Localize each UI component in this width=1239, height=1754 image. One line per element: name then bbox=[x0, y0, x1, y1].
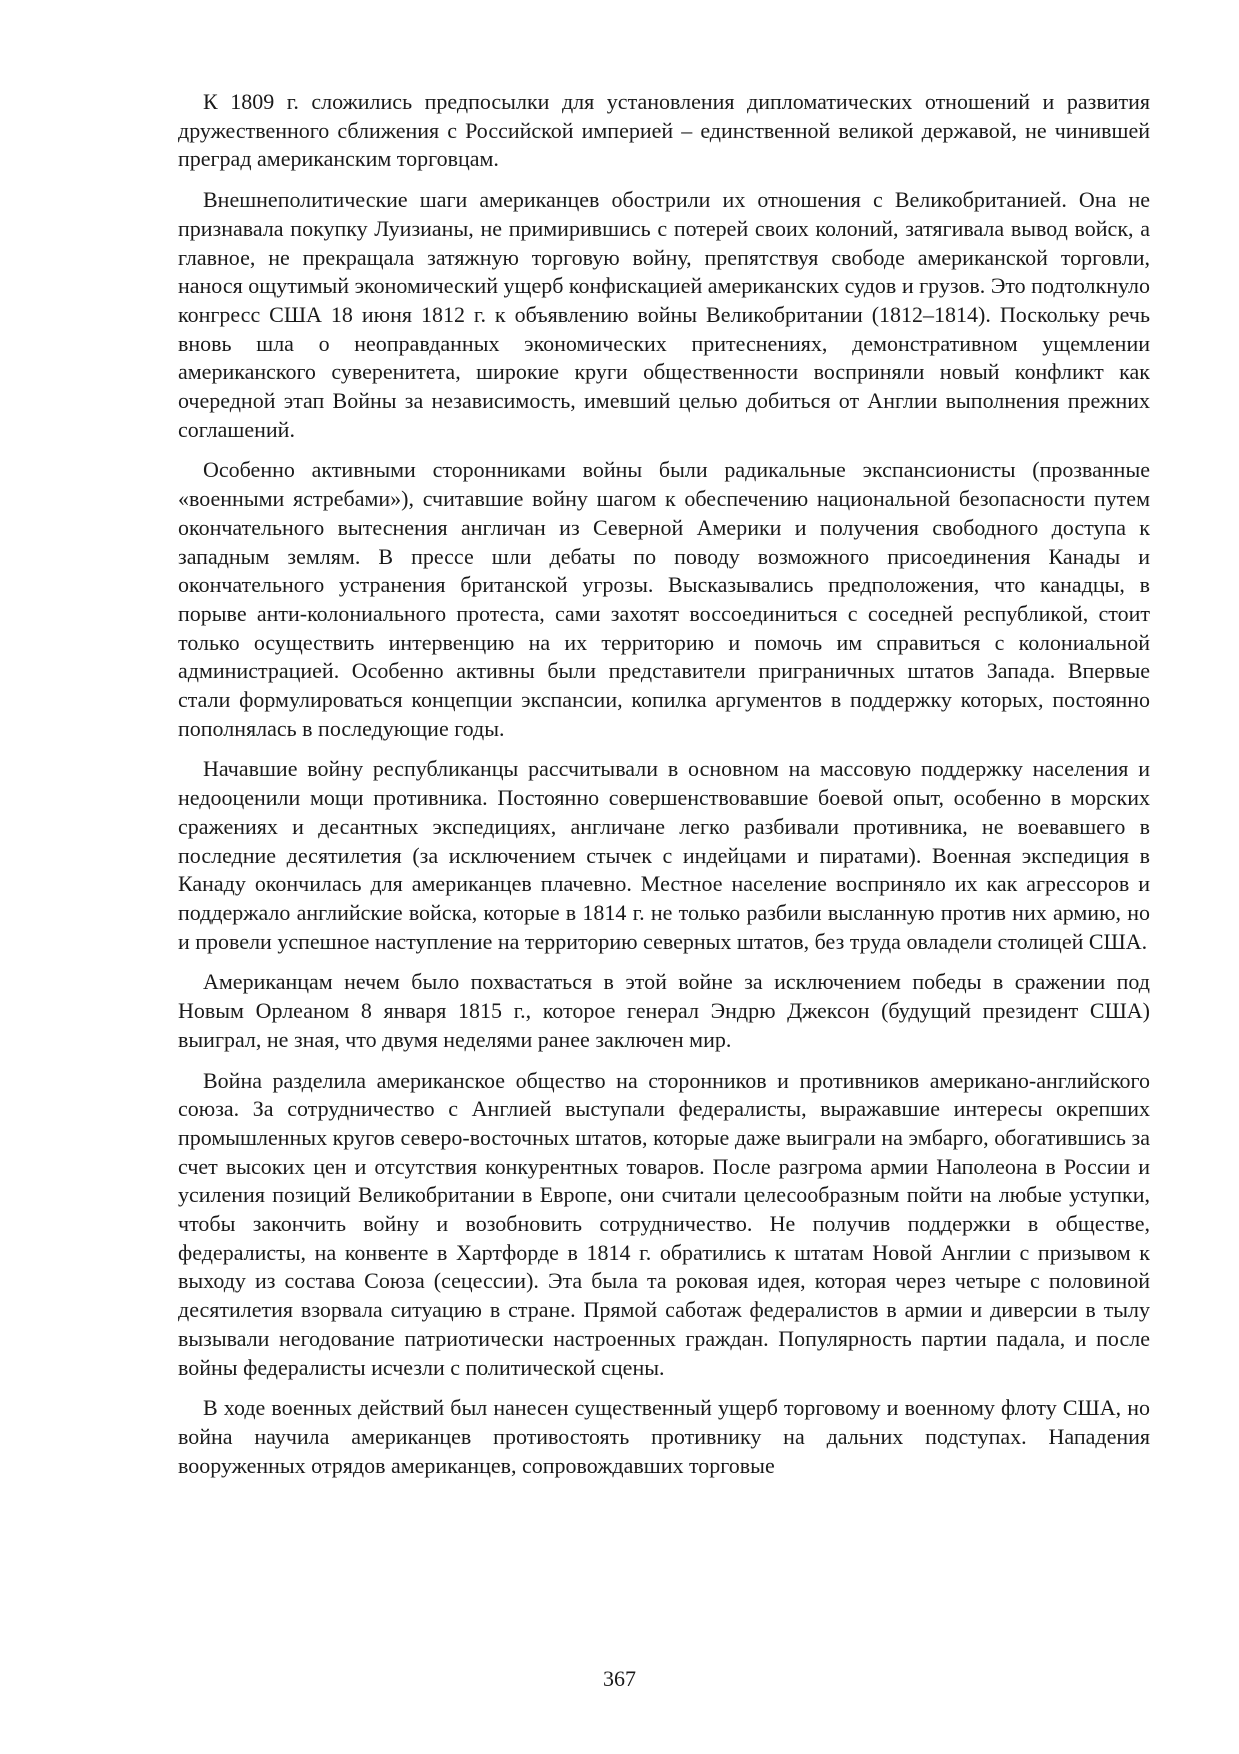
paragraph-6: Война разделила американское общество на сторонников и противников американо-английского союза. За сотрудничество с Англией выступали федералисты, выражавшие интересы окрепших промышленных кругов северо-восточных штатов, которые даже выиграли на эмбарго, обогатившись за счет высоких цен и отсутствия конкурентных товаров. После разгрома армии Наполеона в России и усиления позиций Великобритании в Европе, они считали целесообразным пойти на любые уступки, чтобы закончить войну и возобновить сотрудничество. Не получив поддержки в обществе, федералисты, на конвенте в Хартфорде в 1814 г. обратились к штатам Новой Англии с призывом к выходу из состава Союза (сецессии). Эта была та роковая идея, которая через четыре с половиной десятилетия взорвала ситуацию в стране. Прямой саботаж федералистов в армии и диверсии в тылу вызывали негодование патриотически настроенных граждан. Популярность партии падала, и после войны федералисты исчезли с политической сцены. bbox=[178, 1067, 1150, 1380]
page-number: 367 bbox=[603, 1666, 636, 1691]
paragraph-1: К 1809 г. сложились предпосылки для установления дипломатических отношений и развития дружественного сближения с Российской империей – единственной великой державой, не чинившей преград американским торговцам. bbox=[178, 89, 1150, 172]
paragraph-7: В ходе военных действий был нанесен существенный ущерб торговому и военному флоту США, но война научила американцев противостоять противнику на дальних подступах. Нападения вооруженных отрядов американцев, сопровождавших торговые bbox=[178, 1395, 1150, 1478]
paragraph-5: Американцам нечем было похвастаться в этой войне за исключением победы в сражении под Новым Орлеаном 8 января 1815 г., которое генерал Эндрю Джексон (будущий президент США) выиграл, не зная, что двумя неделями ранее заключен мир. bbox=[178, 969, 1150, 1052]
paragraph-2: Внешнеполитические шаги американцев обострили их отношения с Великобританией. Она не признавала покупку Луизианы, не примирившись с потерей своих колоний, затягивала вывод войск, а главное, не прекращала затяжную торговую войну, препятствуя свободе американской торговли, нанося ощутимый экономический ущерб конфискацией американских судов и грузов. Это подтолкнуло конгресс США 18 июня 1812 г. к объявлению войны Великобритании (1812–1814). Поскольку речь вновь шла о неоправданных экономических притеснениях, демонстративном ущемлении американского суверенитета, широкие круги общественности восприняли новый конфликт как очередной этап Войны за независимость, имевший целью добиться от Англии выполнения прежних соглашений. bbox=[178, 187, 1150, 442]
paragraph-3: Особенно активными сторонниками войны были радикальные экспансионисты (прозванные «военными ястребами»), считавшие войну шагом к обеспечению национальной безопасности путем окончательного вытеснения англичан из Северной Америки и получения свободного доступа к западным землям. В прессе шли дебаты по поводу возможного присоединения Канады и окончательного устранения британской угрозы. Высказывались предположения, что канадцы, в порыве анти-колониального протеста, сами захотят воссоединиться с соседней республикой, стоит только осуществить интервенцию на их территорию и помочь им справиться с колониальной администрацией. Особенно активны были представители приграничных штатов Запада. Впервые стали формулироваться концепции экспансии, копилка аргументов в поддержку которых, постоянно пополнялась в последующие годы. bbox=[178, 457, 1150, 741]
page-body bbox=[178, 88, 1150, 1492]
paragraph-4: Начавшие войну республиканцы рассчитывали в основном на массовую поддержку населения и недооценили мощи противника. Постоянно совершенствовавшие боевой опыт, особенно в морских сражениях и десантных экспедициях, англичане легко разбивали противника, не воевавшего в последние десятилетия (за исключением стычек с индейцами и пиратами). Военная экспедиция в Канаду окончилась для американцев плачевно. Местное население восприняло их как агрессоров и поддержало английские войска, которые в 1814 г. не только разбили высланную против них армию, но и провели успешное наступление на территорию северных штатов, без труда овладели столицей США. bbox=[178, 756, 1150, 954]
